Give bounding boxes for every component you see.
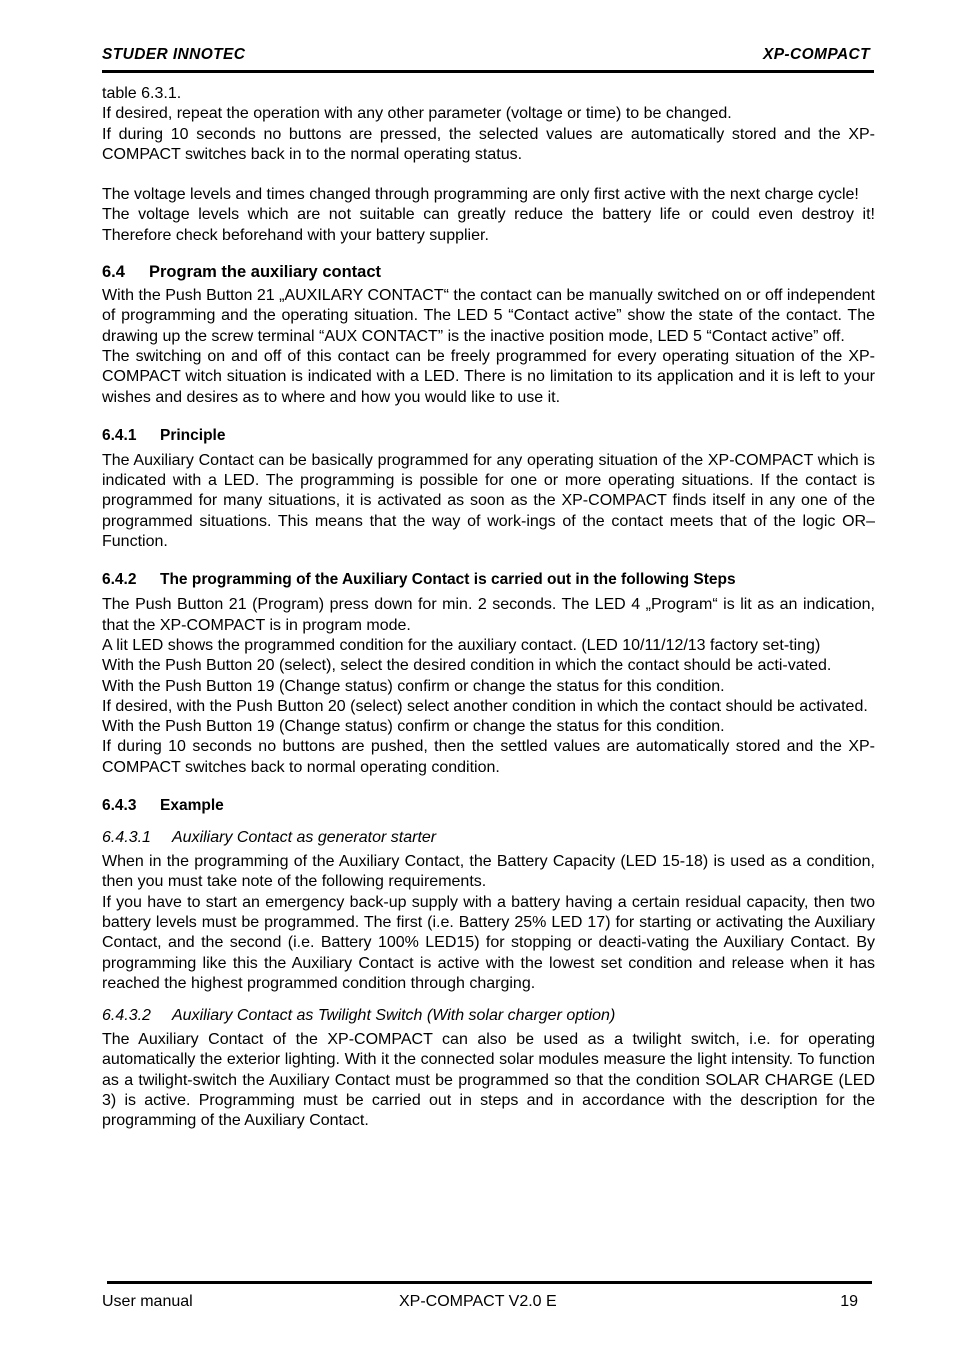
section-title: Auxiliary Contact as generator starter	[172, 829, 437, 847]
intro-paragraph: If desired, repeat the operation with any other parameter (voltage or time) to be changed.	[102, 105, 732, 123]
step-paragraph: With the Push Button 19 (Change status) confirm or change the status for this condition.	[102, 677, 725, 695]
body-paragraph: The switching on and off of this contact can be freely programmed for every operating situation of the XP-COMPACT witch situation is indicated with a LED. There is no limitation to its application and it is left to your wishes and desires as to where and how you would like to use it.	[102, 347, 875, 406]
footer-rule	[107, 1281, 872, 1284]
step-paragraph: A lit LED shows the programmed condition for the auxiliary contact. (LED 10/11/12/13 factory set-ting)	[102, 636, 821, 654]
body-paragraph: If you have to start an emergency back-up supply with a battery having a certain residual capacity, then two battery levels must be programmed. The first (i.e. Battery 25% LED 17) for starting or activating the Auxiliary Contact, and the second (i.e. Battery 100% LED15) for stopping or deacti-vating the Auxiliary Contact. By programming like this the Auxiliary Contact is active with the lowest set condition and release when it has reached the highest programmed condition through charging.	[102, 893, 875, 992]
section-heading-6-4	[102, 262, 875, 282]
page-header	[102, 44, 874, 66]
section-heading-6-4-3	[102, 796, 875, 816]
footer-manual-label: User manual	[102, 1293, 193, 1310]
section-title: Example	[160, 797, 224, 815]
step-paragraph: If during 10 seconds no buttons are pushed, then the settled values are automatically stored and the XP-COMPACT switches back to normal operating condition.	[102, 738, 875, 776]
step-paragraph: With the Push Button 20 (select), select the desired condition in which the contact should be acti-vated.	[102, 657, 832, 675]
section-number: 6.4	[102, 263, 125, 282]
header-rule	[102, 70, 874, 73]
section-title: The programming of the Auxiliary Contact is carried out in the following Steps	[160, 571, 736, 589]
brand-name: STUDER INNOTEC	[102, 46, 246, 63]
section-title: Program the auxiliary contact	[149, 263, 381, 282]
section-heading-6-4-2	[102, 570, 875, 590]
section-title: Principle	[160, 426, 226, 444]
step-paragraph: If desired, with the Push Button 20 (select) select another condition in which the contact should be activated.	[102, 697, 868, 715]
step-paragraph: The Push Button 21 (Program) press down for min. 2 seconds. The LED 4 „Program“ is lit as an indication, that the XP-COMPACT is in program mode.	[102, 596, 875, 634]
section-heading-6-4-1	[102, 426, 875, 446]
section-number: 6.4.1	[102, 426, 137, 444]
intro-paragraph: table 6.3.1.	[102, 85, 182, 102]
section-heading-6-4-3-2	[102, 1006, 875, 1026]
page-number: 19	[840, 1293, 858, 1310]
body-paragraph: With the Push Button 21 „AUXILARY CONTACT“ the contact can be manually switched on or off independent of programming and the operating situation. The LED 5 “Contact active” show the state of the contact. The drawing up the screw terminal “AUX CONTACT” is the inactive position mode, LED 5 “Contact active” off.	[102, 287, 875, 345]
section-number: 6.4.3	[102, 797, 137, 815]
section-number: 6.4.3.2	[102, 1007, 151, 1025]
step-paragraph: With the Push Button 19 (Change status) confirm or change the status for this condition.	[102, 718, 725, 736]
intro-paragraph: The voltage levels which are not suitable can greatly reduce the battery life or could even destroy it! Therefore check beforehand with your battery supplier.	[102, 206, 875, 244]
page-body	[102, 84, 875, 1132]
section-number: 6.4.2	[102, 571, 137, 589]
section-title: Auxiliary Contact as Twilight Switch (With solar charger option)	[172, 1007, 616, 1025]
section-heading-6-4-3-1	[102, 828, 875, 848]
body-paragraph: The Auxiliary Contact of the XP-COMPACT can also be used as a twilight switch, i.e. for operating automatically the exterior lighting. With it the connected solar modules measure the light intensity. To function as a twilight-switch the Auxiliary Contact must be programmed so that the condition SOLAR CHARGE (LED 3) is active. Programming must be carried out in steps and in accordance with the description for the programming of the Auxiliary Contact.	[102, 1031, 875, 1130]
intro-paragraph: The voltage levels and times changed through programming are only first active with the next charge cycle!	[102, 186, 859, 204]
intro-paragraph: If during 10 seconds no buttons are pressed, the selected values are automatically stored and the XP-COMPACT switches back in to the normal operating status.	[102, 125, 875, 163]
body-paragraph: The Auxiliary Contact can be basically programmed for any operating situation of the XP-COMPACT which is indicated with a LED. The programming is possible for one or more operating situations. If the contact is programmed for many situations, it is activated as soon as the XP-COMPACT finds itself in any one of the programmed situations. This means that the way of work-ings of the contact meets that of the logic OR–Function.	[102, 451, 875, 551]
footer-document-version: XP-COMPACT V2.0 E	[399, 1293, 557, 1310]
body-paragraph: When in the programming of the Auxiliary Contact, the Battery Capacity (LED 15-18) is used as a condition, then you must take note of the following requirements.	[102, 853, 875, 891]
product-name: XP-COMPACT	[762, 46, 870, 63]
section-number: 6.4.3.1	[102, 829, 151, 847]
